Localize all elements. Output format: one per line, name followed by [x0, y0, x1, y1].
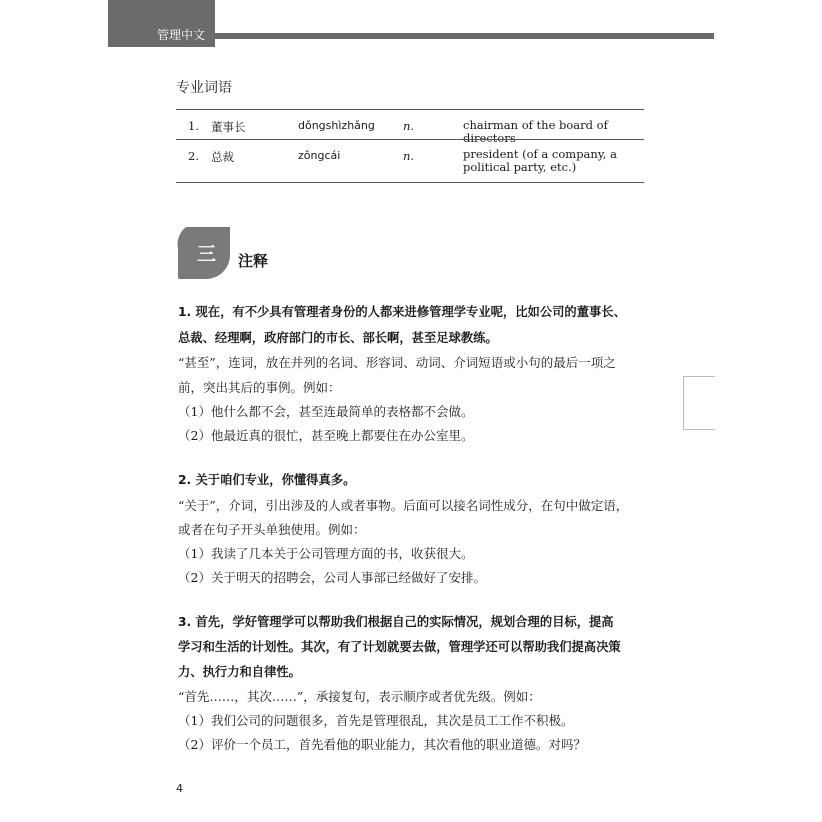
note3-sentence-line1: 3. 首先，学好管理学可以帮助我们根据自己的实际情况，规划合理的目标，提高 — [178, 615, 614, 629]
note1-explain-line1: “甚至”，连词，放在并列的名词、形容词、动词、介词短语或小句的最后一项之 — [178, 355, 616, 370]
note1-explain-line2: 前，突出其后的事例。例如： — [178, 380, 341, 395]
vocab-definition: chairman of the board of directors — [463, 118, 608, 145]
vocab-pinyin: dǒngshìzhǎng — [298, 119, 375, 132]
note2-sentence: 2. 关于咱们专业，你懂得真多。 — [178, 473, 356, 487]
side-tab-marker — [683, 376, 715, 430]
book-title: 管理中文 — [157, 28, 206, 42]
note3-sentence-line2: 学习和生活的计划性。其次，有了计划就要去做，管理学还可以帮助我们提高决策 — [178, 640, 621, 654]
page-number: 4 — [176, 782, 183, 795]
note1-example2: （2）他最近真的很忙，甚至晚上都要住在办公室里。 — [178, 428, 474, 443]
note1-sentence-line2: 总裁、经理啊，政府部门的市长、部长啊，甚至足球教练。 — [178, 331, 498, 345]
note1-sentence-line1: 1. 现在，有不少具有管理者身份的人都来进修管理学专业呢，比如公司的董事长、 — [178, 305, 626, 319]
vocab-word: 总裁 — [211, 150, 234, 164]
note3-example1: （1）我们公司的问题很多，首先是管理很乱，其次是员工工作不积极。 — [178, 713, 574, 728]
vocab-table — [176, 109, 644, 183]
note2-explain-line2: 或者在句子开头单独使用。例如： — [178, 522, 366, 537]
note2-example1: （1）我读了几本关于公司管理方面的书，收获很大。 — [178, 546, 474, 561]
vocab-section-title: 专业词语 — [176, 80, 232, 96]
vocab-pinyin: zǒngcái — [298, 149, 341, 162]
note3-sentence-line3: 力、执行力和自律性。 — [178, 665, 301, 679]
header-bar — [215, 33, 714, 39]
vocab-row — [176, 109, 644, 145]
vocab-row — [176, 139, 644, 183]
note2-explain-line1: “关于”，介词，引出涉及的人或者事物。后面可以接名词性成分，在句中做定语， — [178, 498, 629, 513]
vocab-definition: president (of a company, a political party, etc.) — [463, 147, 617, 174]
section-title: 注释 — [238, 252, 269, 270]
note2-example2: （2）关于明天的招聘会，公司人事部已经做好了安排。 — [178, 570, 486, 585]
vocab-index: 1. — [188, 119, 199, 133]
note1-example1: （1）他什么都不会，甚至连最简单的表格都不会做。 — [178, 404, 474, 419]
vocab-word: 董事长 — [211, 120, 246, 134]
vocab-pos: n. — [403, 149, 415, 163]
note3-example2: （2）评价一个员工，首先看他的职业能力，其次看他的职业道德。对吗？ — [178, 737, 586, 752]
note3-explain-line1: “首先……，其次……”，承接复句，表示顺序或者优先级。例如： — [178, 689, 541, 704]
section-number: 三 — [197, 243, 217, 265]
vocab-index: 2. — [188, 149, 199, 163]
vocab-pos: n. — [403, 119, 415, 133]
